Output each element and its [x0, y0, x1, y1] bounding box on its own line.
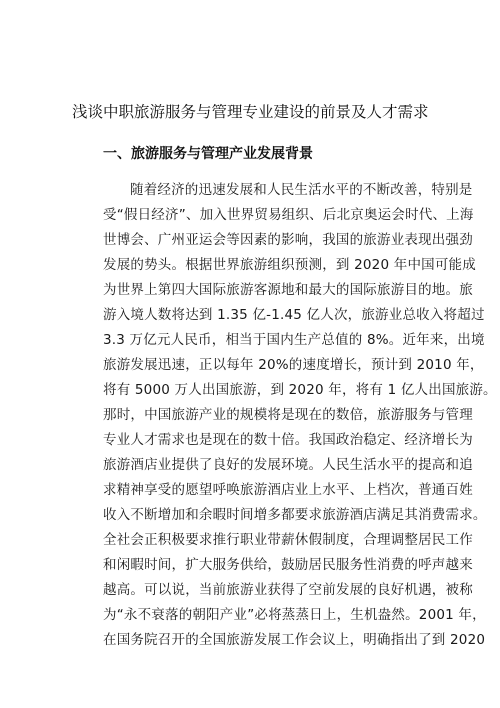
paragraph-line: 在国务院召开的全国旅游发展工作会议上，明确指出了到 2020: [103, 632, 486, 648]
paragraph-line: 全社会正积极要求推行职业带薪休假制度，合理调整居民工作: [103, 532, 473, 548]
document-title: 浅谈中职旅游服务与管理专业建设的前景及人才需求: [72, 103, 429, 121]
paragraph-line: 旅游酒店业提供了良好的发展环境。人民生活水平的提高和追: [103, 457, 473, 473]
paragraph-line: 为世界上第四大国际旅游客源地和最大的国际旅游目的地。旅: [103, 282, 473, 298]
section-heading: 一、旅游服务与管理产业发展背景: [103, 146, 313, 162]
paragraph-line: 发展的势头。根据世界旅游组织预测，到 2020 年中国可能成: [103, 257, 476, 273]
paragraph-line: 将有 5000 万人出国旅游，到 2020 年，将有 1 亿人出国旅游。: [103, 382, 497, 398]
paragraph-line: 游入境人数将达到 1.35 亿-1.45 亿人次，旅游业总收入将超过: [103, 307, 485, 323]
paragraph-line: 世博会、广州亚运会等因素的影响，我国的旅游业表现出强劲: [103, 232, 473, 248]
paragraph-line: 越高。可以说，当前旅游业获得了空前发展的良好机遇，被称: [103, 582, 473, 598]
paragraph-line: 3.3 万亿元人民币，相当于国内生产总值的 8%。近年来，出境: [103, 332, 485, 348]
paragraph-line: 收入不断增加和余暇时间增多都要求旅游酒店满足其消费需求。: [103, 507, 487, 523]
paragraph-line: 和闲暇时间，扩大服务供给，鼓励居民服务性消费的呼声越来: [103, 557, 473, 573]
paragraph-line: 旅游发展迅速，正以每年 20%的速度增长，预计到 2010 年，: [103, 357, 484, 373]
paragraph-line: 专业人才需求也是现在的数十倍。我国政治稳定、经济增长为: [103, 432, 473, 448]
paragraph-line: 随着经济的迅速发展和人民生活水平的不断改善，特别是: [130, 182, 473, 198]
paragraph-line: 求精神享受的愿望呼唤旅游酒店业上水平、上档次，普通百姓: [103, 482, 473, 498]
paragraph-line: 受“假日经济”、加入世界贸易组织、后北京奥运会时代、上海: [103, 207, 474, 223]
paragraph-line: 那时，中国旅游产业的规模将是现在的数倍，旅游服务与管理: [103, 407, 473, 423]
paragraph-line: 为“永不衰落的朝阳产业”必将蒸蒸日上，生机盎然。2001 年，: [103, 607, 486, 623]
